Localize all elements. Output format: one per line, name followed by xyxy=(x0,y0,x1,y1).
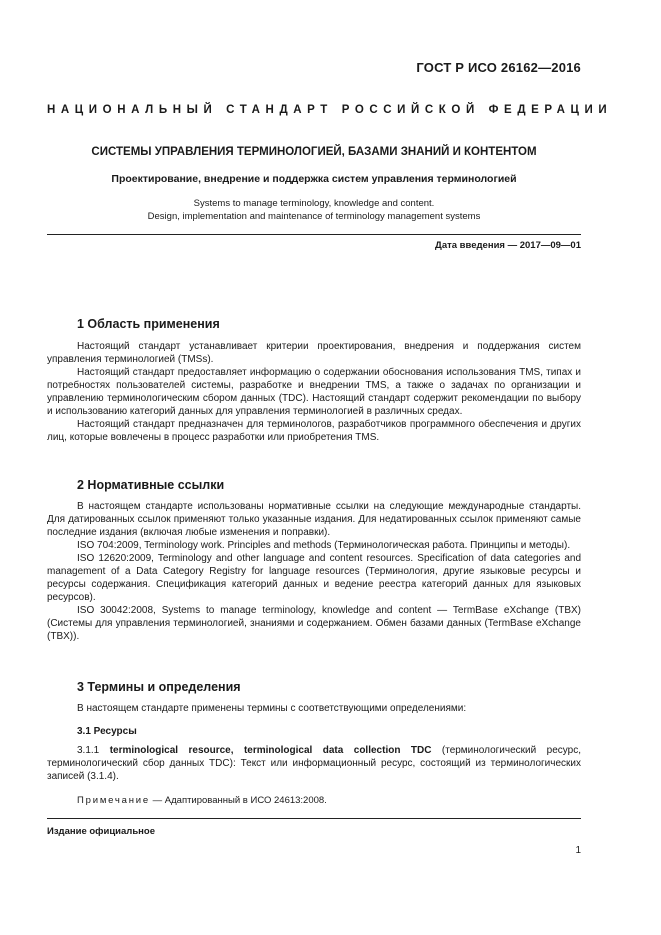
english-title xyxy=(47,198,581,223)
term-paragraph xyxy=(47,744,581,783)
paragraph: В настоящем стандарте использованы нормативные ссылки на следующие международные стандарты. Для датированных ссылок применяют только указанные издания. Для недатированных ссылок применяют самые последние издания (включая любые изменения и поправки). xyxy=(47,501,581,538)
paragraph: Настоящий стандарт устанавливает критерии проектирования, внедрения и поддержания систем управления терминологией (TMSs). xyxy=(47,341,581,365)
subsection-3-1-heading: 3.1 Ресурсы xyxy=(77,726,137,737)
note-text: — Адаптированный в ИСО 24613:2008. xyxy=(150,795,327,806)
note-label: Примечание xyxy=(77,795,150,806)
reference-iso-30042: ISO 30042:2008, Systems to manage terminology, knowledge and content — TermBase eXchange (TBX) (Системы для управления терминологией, знаниями и содержанием. Обмен базами данных (TermBase eXchange (TBX)). xyxy=(47,605,581,642)
term-name: terminological resource, terminological data collection TDC xyxy=(109,745,432,756)
page-number: 1 xyxy=(575,845,581,856)
english-title-line2: Design, implementation and maintenance of terminology management systems xyxy=(147,210,481,222)
paragraph: Настоящий стандарт предоставляет информацию о содержании обоснования использования TMS, типах и потребностях пользователей системы, разработке и внедрении TMS, а также о задачах по организации и управлению терминологическим сбором данных (TDC). Настоящий стандарт содержит рекомендации по выбору и использованию категорий данных для управления терминологией в различных средах. xyxy=(47,367,581,417)
section-2-body xyxy=(47,500,581,643)
term-entry-3-1-1 xyxy=(47,744,581,783)
section-2-heading: 2 Нормативные ссылки xyxy=(77,478,225,492)
introduction-date: Дата введения — 2017—09—01 xyxy=(435,240,581,251)
english-title-line1: Systems to manage terminology, knowledge and content. xyxy=(193,198,435,209)
section-1-body xyxy=(47,340,581,444)
reference-iso-704: ISO 704:2009, Terminology work. Principles and methods (Терминологическая работа. Принципы и методы). xyxy=(77,540,571,551)
paragraph: В настоящем стандарте применены термины с соответствующими определениями: xyxy=(77,703,467,714)
section-3-heading: 3 Термины и определения xyxy=(77,680,241,694)
term-number: 3.1.1 xyxy=(77,745,100,756)
document-code: ГОСТ Р ИСО 26162—2016 xyxy=(416,60,581,75)
section-1-heading: 1 Область применения xyxy=(77,317,220,331)
footer-divider xyxy=(47,818,581,819)
reference-iso-12620: ISO 12620:2009, Terminology and other language and content resources. Specification of data categories and management of a Data Category Registry for language resources (Терминология, другие языковые ресурсы и ресурсы содержания. Спецификация категорий данных и ведение реестра категорий данных для языковых ресурсов). xyxy=(47,553,581,603)
section-3-intro xyxy=(47,702,581,715)
document-title: СИСТЕМЫ УПРАВЛЕНИЯ ТЕРМИНОЛОГИЕЙ, БАЗАМИ ЗНАНИЙ И КОНТЕНТОМ xyxy=(91,146,537,158)
official-edition-label: Издание официальное xyxy=(47,826,155,837)
document-subtitle: Проектирование, внедрение и поддержка систем управления терминологией xyxy=(111,173,517,185)
note xyxy=(77,795,327,806)
header-divider xyxy=(47,234,581,235)
paragraph: Настоящий стандарт предназначен для терминологов, разработчиков программного обеспечения и других лиц, которые вовлечены в процесс разработки или приобретения TMS. xyxy=(47,419,581,443)
term-definition: (терминологический ресурс, терминологический сбор данных TDC): Текст или информационный ресурс, состоящий из терминологических записей (3.1.4). xyxy=(47,745,581,782)
national-standard-banner: НАЦИОНАЛЬНЫЙ СТАНДАРТ РОССИЙСКОЙ ФЕДЕРАЦИИ xyxy=(47,104,613,116)
